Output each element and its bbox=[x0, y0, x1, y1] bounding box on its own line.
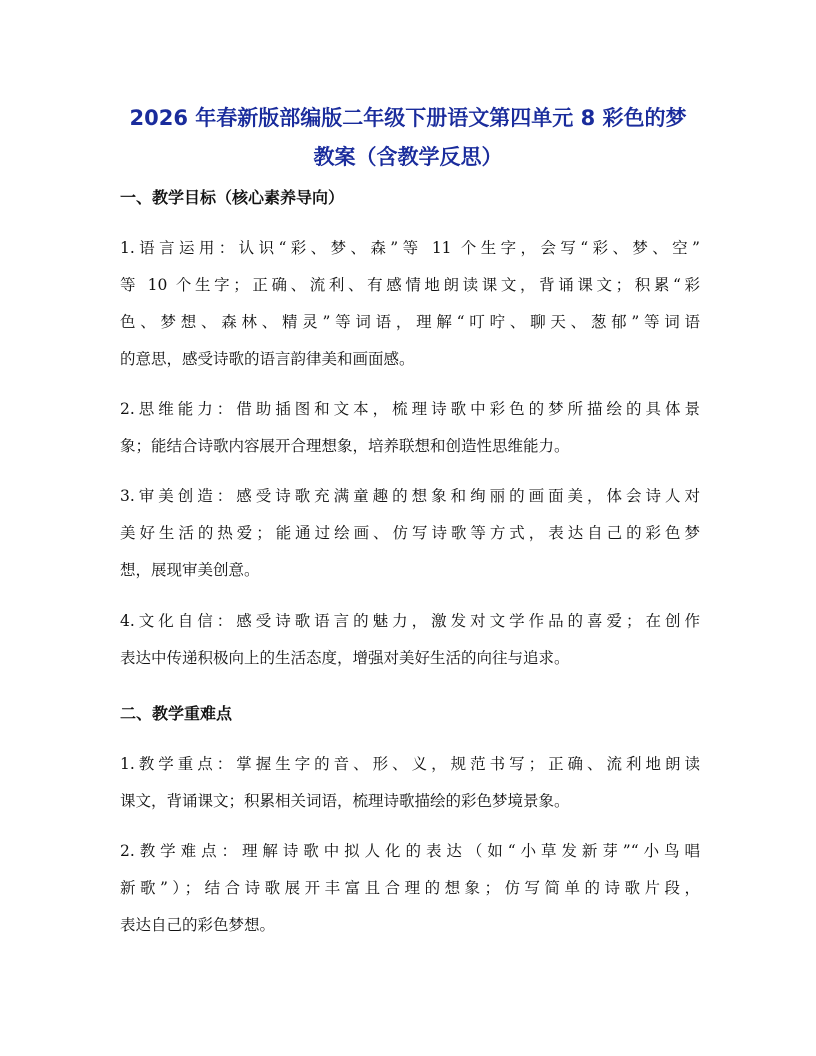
paragraph-line: 美好生活的热爱；能通过绘画、仿写诗歌等方式，表达自己的彩色梦 bbox=[120, 524, 700, 542]
paragraph-key-point bbox=[120, 746, 700, 820]
paragraph-line: 3.审美创造：感受诗歌充满童趣的想象和绚丽的画面美，体会诗人对 bbox=[120, 487, 700, 505]
paragraph-line: 1.语言运用：认识“彩、梦、森”等 11 个生字，会写“彩、梦、空” bbox=[120, 239, 700, 257]
paragraph-line: 象；能结合诗歌内容展开合理想象，培养联想和创造性思维能力。 bbox=[120, 437, 570, 455]
paragraph-objective-3 bbox=[120, 478, 700, 589]
section-heading-objectives: 一、教学目标（核心素养导向） bbox=[120, 188, 345, 207]
paragraph-line: 2.教学难点：理解诗歌中拟人化的表达（如“小草发新芽”“小鸟唱 bbox=[120, 842, 700, 860]
paragraph-objective-1 bbox=[120, 230, 700, 378]
paragraph-line: 课文，背诵课文；积累相关词语，梳理诗歌描绘的彩色梦境景象。 bbox=[120, 792, 570, 810]
document-title-line-1: 2026 年春新版部编版二年级下册语文第四单元 8 彩色的梦 bbox=[129, 106, 687, 130]
paragraph-line: 等 10 个生字；正确、流利、有感情地朗读课文，背诵课文；积累“彩 bbox=[120, 276, 700, 294]
paragraph-line: 1.教学重点：掌握生字的音、形、义，规范书写；正确、流利地朗读 bbox=[120, 755, 700, 773]
paragraph-line: 表达自己的彩色梦想。 bbox=[120, 916, 276, 934]
paragraph-line: 想，展现审美创意。 bbox=[120, 561, 260, 579]
paragraph-difficulty bbox=[120, 833, 700, 944]
document-title-line-2: 教案（含教学反思） bbox=[313, 145, 503, 169]
paragraph-line: 的意思，感受诗歌的语言韵律美和画面感。 bbox=[120, 350, 415, 368]
paragraph-objective-2 bbox=[120, 391, 700, 465]
paragraph-objective-4 bbox=[120, 603, 700, 677]
paragraph-line: 2.思维能力：借助插图和文本，梳理诗歌中彩色的梦所描绘的具体景 bbox=[120, 400, 700, 418]
paragraph-line: 新歌”）；结合诗歌展开丰富且合理的想象；仿写简单的诗歌片段， bbox=[120, 879, 700, 897]
paragraph-line: 表达中传递积极向上的生活态度，增强对美好生活的向往与追求。 bbox=[120, 649, 570, 667]
section-heading-key-points: 二、教学重难点 bbox=[120, 704, 233, 723]
paragraph-line: 4.文化自信：感受诗歌语言的魅力，激发对文学作品的喜爱；在创作 bbox=[120, 612, 700, 630]
paragraph-line: 色、梦想、森林、精灵”等词语，理解“叮咛、聊天、葱郁”等词语 bbox=[120, 313, 700, 331]
